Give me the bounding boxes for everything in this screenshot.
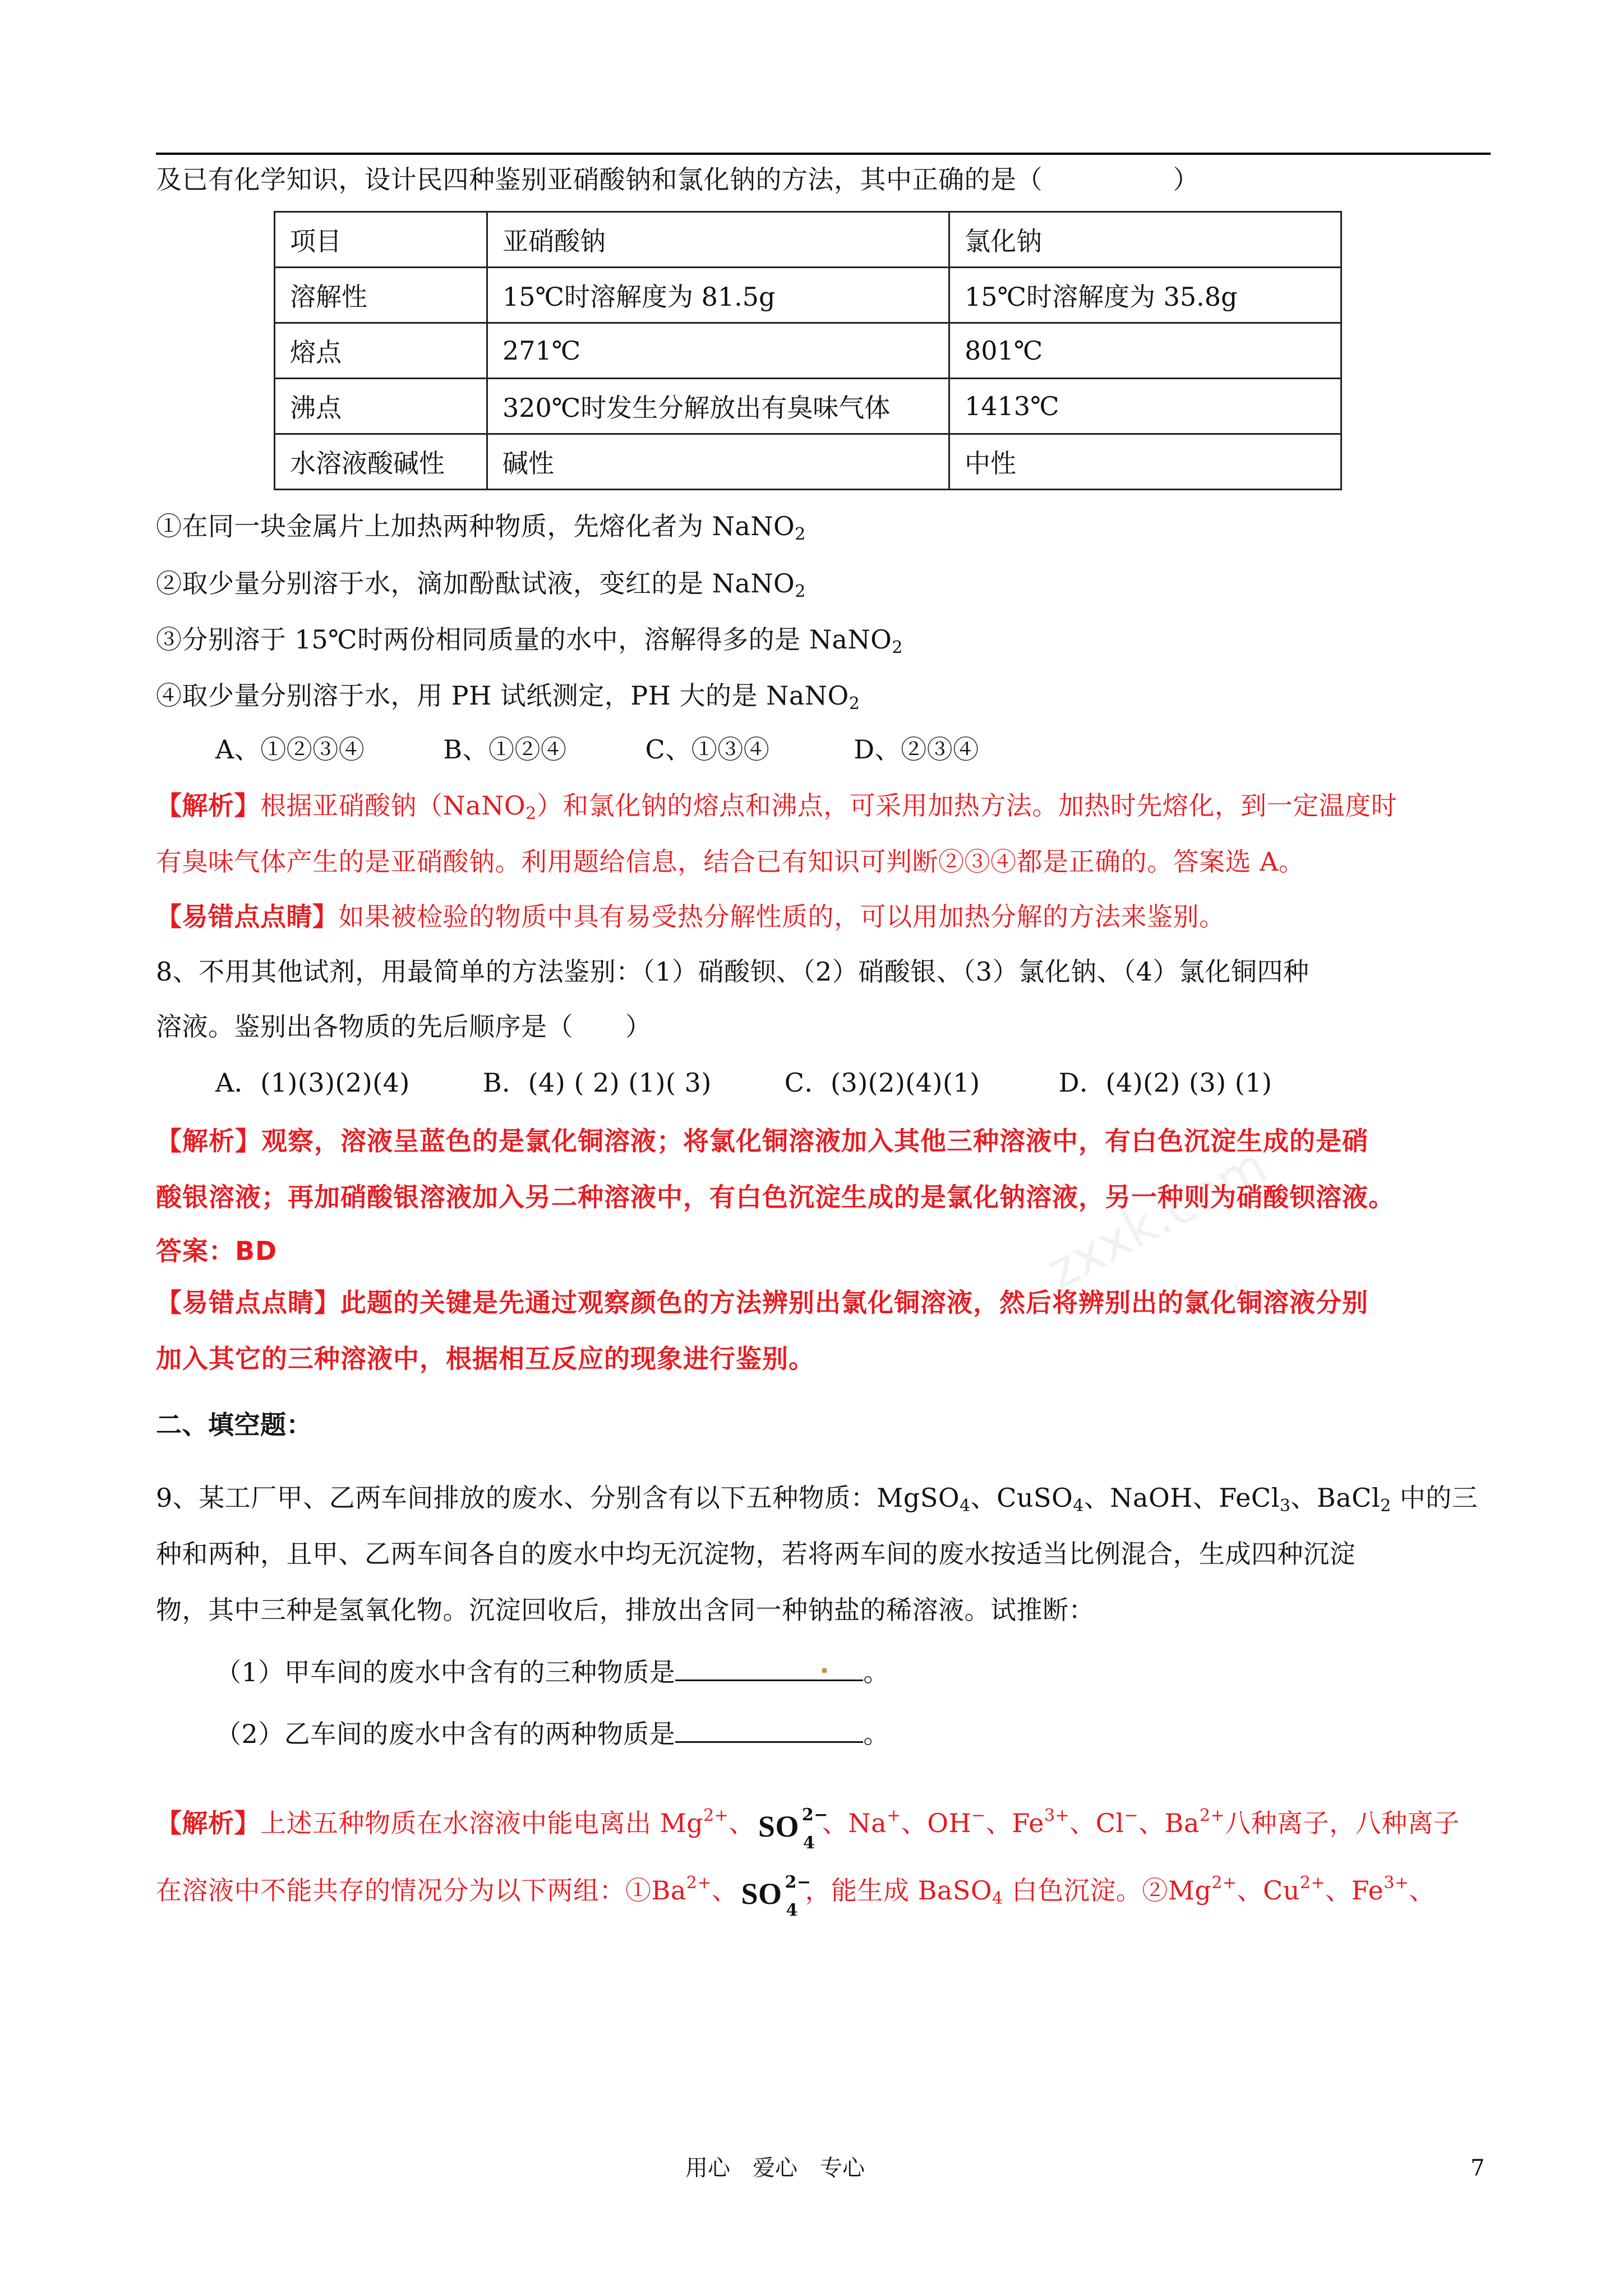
table-row <box>275 212 1341 268</box>
q7-options <box>215 733 979 766</box>
table-cell: 亚硝酸钠 <box>487 212 949 268</box>
section-title: 二、填空题： <box>156 1410 312 1440</box>
q8-tip-line-2: 加入其它的三种溶液中，根据相互反应的现象进行鉴别。 <box>156 1343 815 1374</box>
q9-analysis-line-1: 【解析】上述五种物质在水溶液中能电离出 $Mg^{2+}$、 SO 2− 4 、Na+、OH−、$Fe^{3+}$、Cl−、$Ba^{2+}$八种离子，八种离子 <box>156 1805 1460 1853</box>
table-cell: 碱性 <box>487 434 949 490</box>
q8-options <box>215 1066 1272 1099</box>
table-cell: 320℃时发生分解放出有臭味气体 <box>487 379 949 434</box>
q9-sub-question-1: （1）甲车间的废水中含有的三种物质是 。 <box>215 1655 889 1689</box>
option-b: B、①②④ <box>443 734 567 765</box>
q9-stem-line-3: 物，其中三种是氢氧化物。沉淀回收后，排放出含同一种钠盐的稀溶液。试推断： <box>156 1595 1095 1625</box>
q7-statement-3: ③分别溶于 15℃时两份相同质量的水中，溶解得多的是 NaNO$_2$ <box>156 624 903 657</box>
sulfate-ion: SO 2− 4 <box>758 1805 828 1853</box>
q7-intro: 及已有化学知识，设计民四种鉴别亚硝酸钠和氯化钠的方法，其中正确的是（ ） <box>156 164 1199 195</box>
table-row <box>275 268 1341 323</box>
q8-stem-line-2: 溶液。鉴别出各物质的先后顺序是（ ） <box>156 1011 652 1042</box>
table-cell: 项目 <box>275 212 487 268</box>
q8-stem-line-1: 8、不用其他试剂，用最简单的方法鉴别：（1）硝酸钡、（2）硝酸银、（3）氯化钠、（4）氯化铜四种 <box>156 956 1310 987</box>
page-number: 7 <box>1470 2155 1485 2181</box>
answer-blank-2[interactable] <box>675 1717 863 1743</box>
q9-sub-question-2: （2）乙车间的废水中含有的两种物质是 。 <box>215 1717 889 1751</box>
sulfate-ion: SO 2− 4 <box>741 1872 811 1920</box>
q7-analysis-line-2: 有臭味气体产生的是亚硝酸钠。利用题给信息，结合已有知识可判断②③④都是正确的。答案选 A。 <box>156 846 1305 877</box>
table-cell: 水溶液酸碱性 <box>275 434 487 490</box>
table-row <box>275 379 1341 434</box>
q8-analysis-line-2: 酸银溶液；再加硝酸银溶液加入另二种溶液中，有白色沉淀生成的是氯化钠溶液，另一种则为硝酸钡溶液。 <box>156 1182 1395 1212</box>
q7-analysis-line-1: 【解析】根据亚硝酸钠（NaNO$_2$）和氯化钠的熔点和沸点，可采用加热方法。加热时先熔化，到一定温度时 <box>156 790 1398 823</box>
q8-tip-line-1: 【易错点点睛】此题的关键是先通过观察颜色的方法辨别出氯化铜溶液，然后将辨别出的氯化铜溶液分别 <box>156 1287 1368 1318</box>
answer-blank-1[interactable] <box>675 1655 863 1681</box>
q7-statement-2: ②取少量分别溶于水，滴加酚酞试液，变红的是 NaNO$_2$ <box>156 568 806 601</box>
watermark: zxxk.com <box>1038 1136 1277 1301</box>
properties-table <box>274 211 1342 490</box>
option-b: B．(4) ( 2) (1)( 3) <box>482 1068 712 1098</box>
q9-stem-line-1: 9、某工厂甲、乙两车间排放的废水、分别含有以下五种物质：MgSO$_4$、CuSO$_4$、NaOH、FeCl$_3$、BaCl$_2$ 中的三 <box>156 1483 1478 1516</box>
option-d: D、②③④ <box>854 734 979 765</box>
q7-statement-4: ④取少量分别溶于水，用 PH 试纸测定，PH 大的是 NaNO$_2$ <box>156 680 860 714</box>
q7-tip: 【易错点点睛】如果被检验的物质中具有易受热分解性质的，可以用加热分解的方法来鉴别。 <box>156 901 1225 932</box>
table-cell: 15℃时溶解度为 81.5g <box>487 268 949 323</box>
table-row <box>275 323 1341 379</box>
table-cell: 15℃时溶解度为 35.8g <box>949 268 1341 323</box>
table-cell: 溶解性 <box>275 268 487 323</box>
table-cell: 氯化钠 <box>949 212 1341 268</box>
table-cell: 801℃ <box>949 323 1341 379</box>
q9-analysis-line-2: 在溶液中不能共存的情况分为以下两组：$①Ba^{2+}$、 SO 2− 4 ，能生成 BaSO$_4$ 白色沉淀。$②Mg^{2+}$、$Cu^{2+}$、$Fe^{3+}$、 <box>156 1872 1435 1920</box>
footer-motto: 用心 爱心 专心 <box>685 2155 865 2181</box>
table-cell: 熔点 <box>275 323 487 379</box>
table-cell: 中性 <box>949 434 1341 490</box>
q7-statement-1: ①在同一块金属片上加热两种物质，先熔化者为 NaNO$_2$ <box>156 511 806 544</box>
table-cell: 1413℃ <box>949 379 1341 434</box>
option-c: C．(3)(2)(4)(1) <box>784 1068 980 1098</box>
q8-answer: 答案：BD <box>156 1236 278 1266</box>
table-cell: 271℃ <box>487 323 949 379</box>
q9-stem-line-2: 种和两种，且甲、乙两车间各自的废水中均无沉淀物，若将两车间的废水按适当比例混合，生成四种沉淀 <box>156 1539 1355 1569</box>
option-d: D．(4)(2) (3) (1) <box>1058 1068 1272 1098</box>
option-a: A、①②③④ <box>215 734 365 765</box>
option-c: C、①③④ <box>645 734 770 765</box>
table-cell: 沸点 <box>275 379 487 434</box>
option-a: A．(1)(3)(2)(4) <box>215 1068 410 1098</box>
table-row <box>275 434 1341 490</box>
q8-analysis-line-1: 【解析】观察，溶液呈蓝色的是氯化铜溶液；将氯化铜溶液加入其他三种溶液中，有白色沉淀生成的是硝 <box>156 1126 1368 1156</box>
header-rule <box>156 153 1491 155</box>
